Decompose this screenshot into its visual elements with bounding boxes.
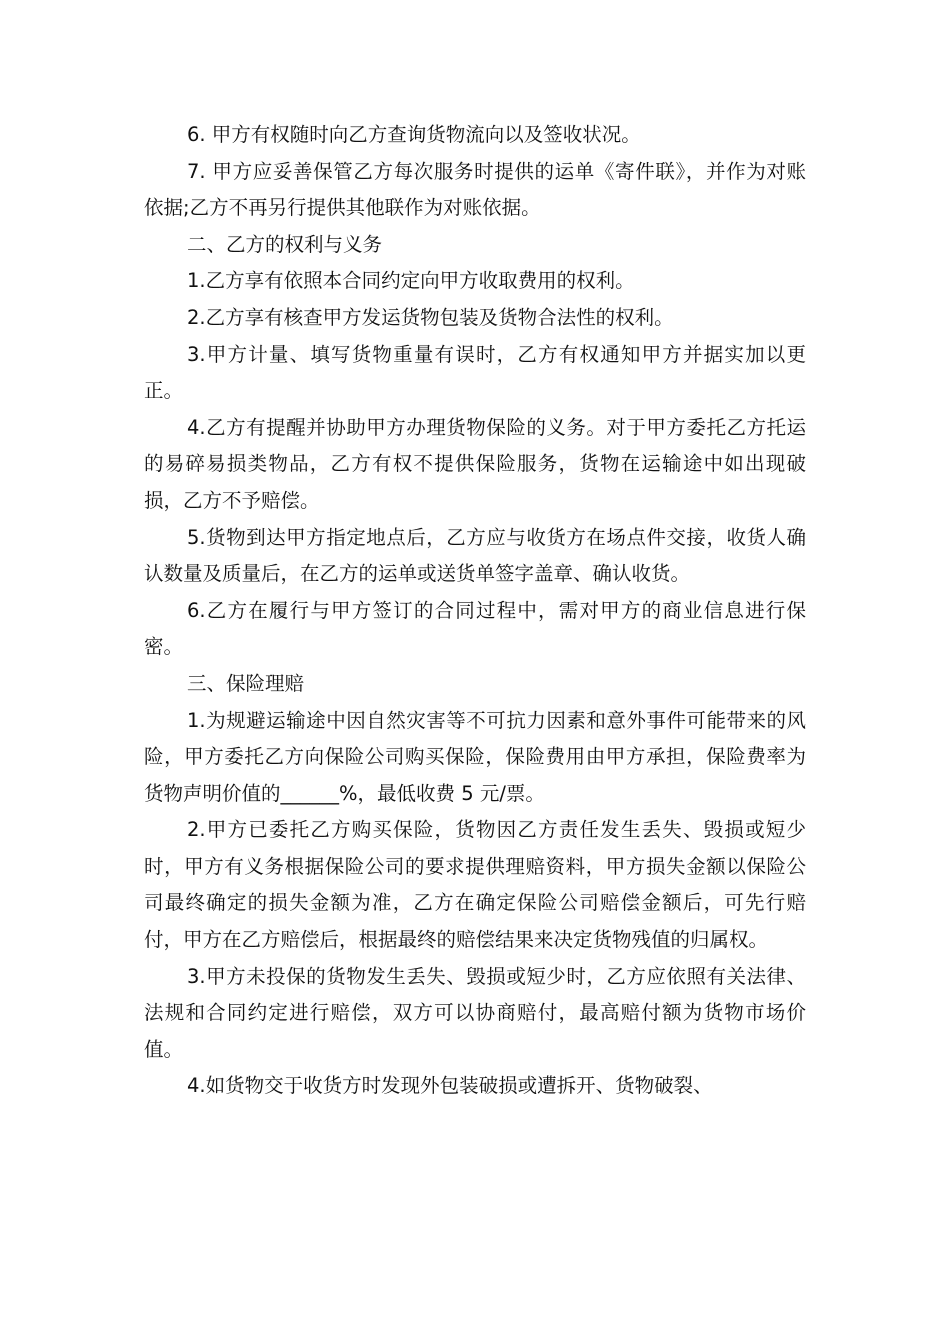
paragraph-party-b-5: 5.货物到达甲方指定地点后，乙方应与收货方在场点件交接，收货人确认数量及质量后，在乙方的运单或送货单签字盖章、确认收货。 xyxy=(144,525,806,586)
paragraph-insurance-1: 1.为规避运输途中因自然灾害等不可抗力因素和意外事件可能带来的风险，甲方委托乙方向保险公司购买保险，保险费用由甲方承担，保险费率为货物声明价值的______%，最低收费 5 元/票。 xyxy=(144,708,806,805)
paragraph-party-b-6: 6.乙方在履行与甲方签订的合同过程中，需对甲方的商业信息进行保密。 xyxy=(144,598,806,659)
paragraph-party-b-3: 3.甲方计量、填写货物重量有误时，乙方有权通知甲方并据实加以更正。 xyxy=(144,342,806,403)
document-body xyxy=(144,117,806,1105)
section-heading-party-b-rights: 二、乙方的权利与义务 xyxy=(187,232,383,256)
paragraph-party-b-4: 4.乙方有提醒并协助甲方办理货物保险的义务。对于甲方委托乙方托运的易碎易损类物品，乙方有权不提供保险服务，货物在运输途中如出现破损，乙方不予赔偿。 xyxy=(144,415,806,512)
paragraph-insurance-2: 2.甲方已委托乙方购买保险，货物因乙方责任发生丢失、毁损或短少时，甲方有义务根据保险公司的要求提供理赔资料，甲方损失金额以保险公司最终确定的损失金额为准，乙方在确定保险公司赔偿金额后，可先行赔付，甲方在乙方赔偿后，根据最终的赔偿结果来决定货物残值的归属权。 xyxy=(144,818,806,952)
paragraph-insurance-3: 3.甲方未投保的货物发生丢失、毁损或短少时，乙方应依照有关法律、法规和合同约定进行赔偿，双方可以协商赔付，最高赔付额为货物市场价值。 xyxy=(144,964,806,1061)
paragraph-party-b-2: 2.乙方享有核查甲方发运货物包装及货物合法性的权利。 xyxy=(187,305,674,329)
paragraph-party-a-6: 6. 甲方有权随时向乙方查询货物流向以及签收状况。 xyxy=(187,123,641,146)
paragraph-party-b-1: 1.乙方享有依照本合同约定向甲方收取费用的权利。 xyxy=(187,269,635,293)
section-heading-insurance-claims: 三、保险理赔 xyxy=(187,671,305,695)
paragraph-party-a-7: 7. 甲方应妥善保管乙方每次服务时提供的运单《寄件联》，并作为对账依据;乙方不再另行提供其他联作为对账依据。 xyxy=(144,159,806,220)
paragraph-insurance-4: 4.如货物交于收货方时发现外包装破损或遭拆开、货物破裂、 xyxy=(187,1074,713,1098)
